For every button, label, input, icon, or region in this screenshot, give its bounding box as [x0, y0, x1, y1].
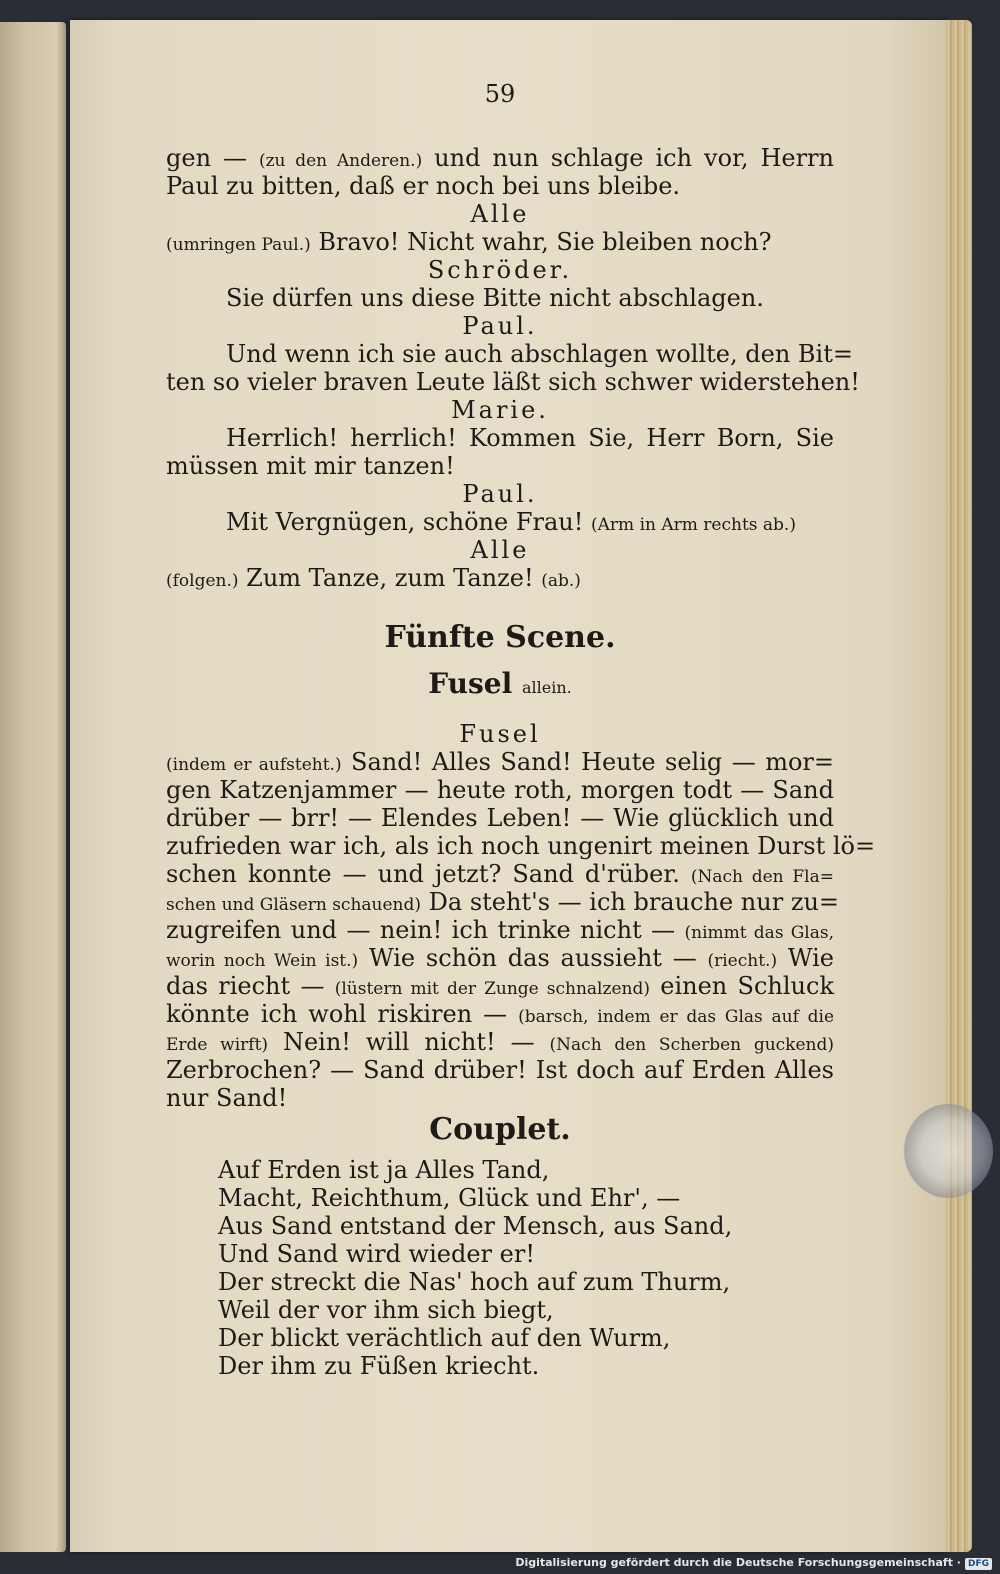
scene-subtitle: Fusel allein. — [428, 667, 572, 700]
verse-line: Und Sand wird wieder er! — [218, 1240, 535, 1268]
speaker-name: Marie. — [451, 396, 549, 424]
left-page-edge — [0, 22, 66, 1552]
text-line: ten so vieler braven Leute läßt sich schwer widerstehen! — [166, 368, 860, 396]
text-line: (folgen.) Zum Tanze, zum Tanze! (ab.) — [166, 564, 581, 592]
page-clip — [903, 1104, 993, 1198]
text-line: das riecht — (lüstern mit der Zunge schnalzend) einen Schluck — [166, 972, 834, 1000]
verse-line: Macht, Reichthum, Glück und Ehr', — — [218, 1184, 681, 1212]
text-line: zugreifen und — nein! ich trinke nicht — (nimmt das Glas, — [166, 916, 834, 944]
page-stack-edge — [946, 20, 972, 1552]
text-line: Paul zu bitten, daß er noch bei uns bleibe. — [166, 172, 681, 200]
dfg-logo: DFG — [965, 1558, 992, 1570]
text-line: (indem er aufsteht.) Sand! Alles Sand! Heute selig — mor= — [166, 748, 834, 776]
text-line: Zerbrochen? — Sand drüber! Ist doch auf Erden Alles — [166, 1056, 834, 1084]
text-line: müssen mit mir tanzen! — [166, 452, 455, 480]
verse-line: Weil der vor ihm sich biegt, — [218, 1296, 554, 1324]
speaker-name: Schröder. — [427, 256, 573, 284]
digitization-credit: Digitalisierung gefördert durch die Deutsche Forschungsgemeinschaft · DFG — [515, 1556, 992, 1570]
speaker-name: Alle — [470, 536, 530, 564]
text-line: könnte ich wohl riskiren — (barsch, indem er das Glas auf die — [166, 1000, 835, 1028]
text-line: Und wenn ich sie auch abschlagen wollte, den Bit= — [226, 340, 853, 368]
text-line: nur Sand! — [166, 1084, 288, 1112]
verse-line: Der ihm zu Füßen kriecht. — [218, 1352, 540, 1380]
text-line: Herrlich! herrlich! Kommen Sie, Herr Born, Sie — [226, 424, 834, 452]
text-line: schen und Gläsern schauend) Da steht's — ich brauche nur zu= — [166, 888, 840, 916]
text-line: (umringen Paul.) Bravo! Nicht wahr, Sie bleiben noch? — [166, 228, 772, 256]
verse-line: Aus Sand entstand der Mensch, aus Sand, — [218, 1212, 733, 1240]
text-line: worin noch Wein ist.) Wie schön das aussieht — (riecht.) Wie — [166, 944, 834, 972]
couplet-title: Couplet. — [429, 1112, 571, 1147]
text-line: drüber — brr! — Elendes Leben! — Wie glücklich und — [166, 804, 834, 832]
text-line: gen Katzenjammer — heute roth, morgen todt — Sand — [166, 776, 834, 804]
text-line: schen konnte — und jetzt? Sand d'rüber. (Nach den Fla= — [166, 860, 834, 888]
text-line: gen — (zu den Anderen.) und nun schlage ich vor, Herrn — [166, 144, 834, 172]
page-number: 59 — [484, 80, 516, 108]
scene-title: Fünfte Scene. — [384, 620, 616, 655]
speaker-name: Paul. — [462, 312, 538, 340]
text-line: Mit Vergnügen, schöne Frau! (Arm in Arm rechts ab.) — [226, 508, 796, 536]
text-line: Sie dürfen uns diese Bitte nicht abschlagen. — [226, 284, 764, 312]
verse-line: Der blickt verächtlich auf den Wurm, — [218, 1324, 671, 1352]
speaker-name: Fusel — [459, 720, 541, 748]
verse-line: Der streckt die Nas' hoch auf zum Thurm, — [218, 1268, 731, 1296]
speaker-name: Alle — [470, 200, 530, 228]
text-line: zufrieden war ich, als ich noch ungenirt meinen Durst lö= — [166, 832, 876, 860]
verse-line: Auf Erden ist ja Alles Tand, — [218, 1156, 550, 1184]
speaker-name: Paul. — [462, 480, 538, 508]
text-line: Erde wirft) Nein! will nicht! — (Nach den Scherben guckend) — [166, 1028, 834, 1056]
